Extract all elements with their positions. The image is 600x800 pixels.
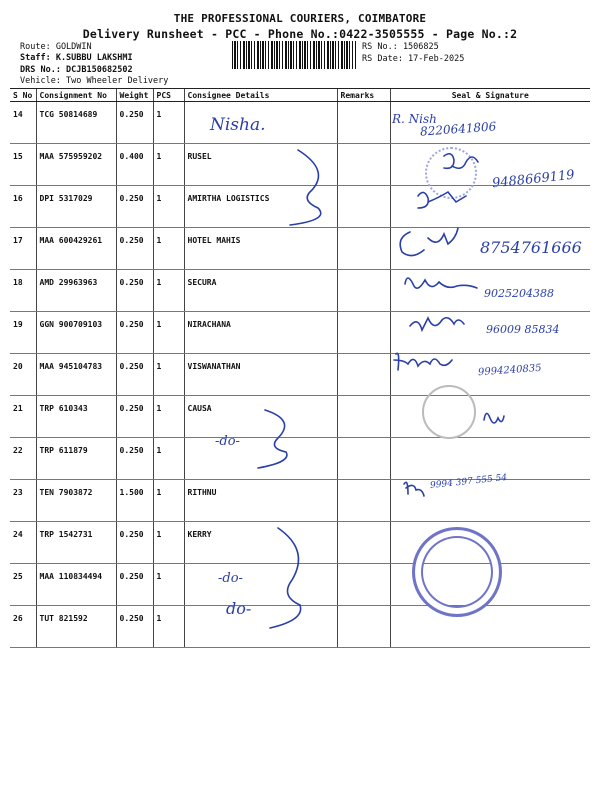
cell-pcs: 1	[153, 438, 184, 480]
cell-consignment: MAA 945104783	[36, 354, 116, 396]
cell-consignment: TRP 1542731	[36, 522, 116, 564]
brace-mark	[258, 410, 287, 468]
cell-weight: 0.400	[116, 144, 153, 186]
cell-sno: 20	[10, 354, 36, 396]
cell-sno: 18	[10, 270, 36, 312]
brace-mark	[270, 528, 301, 628]
col-sno: S No	[10, 89, 36, 102]
cell-consignee: CAUSA	[184, 396, 337, 438]
cell-consignment: DPI 5317029	[36, 186, 116, 228]
cell-consignee: HOTEL MAHIS	[184, 228, 337, 270]
cell-weight: 0.250	[116, 396, 153, 438]
handwritten-signature: R. Nish	[392, 112, 437, 126]
cell-weight: 0.250	[116, 564, 153, 606]
vehicle-label: Vehicle: Two Wheeler Delivery	[20, 76, 169, 86]
cell-consignee: KERRY	[184, 522, 337, 564]
signature-scribble	[410, 318, 464, 330]
route-label: Route: GOLDWIN	[20, 42, 92, 52]
cell-pcs: 1	[153, 144, 184, 186]
handwritten-name: Nisha.	[210, 115, 266, 135]
col-consignee: Consignee Details	[184, 89, 337, 102]
cell-consignee: RUSEL	[184, 144, 337, 186]
cell-pcs: 1	[153, 270, 184, 312]
cell-sno: 23	[10, 480, 36, 522]
staff-label: Staff: K.SUBBU LAKSHMI	[20, 53, 133, 63]
cell-weight: 0.250	[116, 438, 153, 480]
cell-sno: 16	[10, 186, 36, 228]
cell-pcs: 1	[153, 102, 184, 144]
cell-weight: 0.250	[116, 228, 153, 270]
cell-pcs: 1	[153, 396, 184, 438]
handwritten-phone: 9994240835	[477, 362, 542, 379]
handwritten-phone: 96009 85834	[486, 323, 560, 336]
rs-number: RS No.: 1506825	[362, 42, 439, 52]
cell-pcs: 1	[153, 564, 184, 606]
cell-pcs: 1	[153, 354, 184, 396]
cell-consignee: RITHNU	[184, 480, 337, 522]
col-consignment: Consignment No	[36, 89, 116, 102]
ditto-mark: -do-	[218, 571, 243, 586]
handwritten-phone: 8754761666	[480, 238, 582, 257]
cell-sno: 14	[10, 102, 36, 144]
col-remarks: Remarks	[337, 89, 390, 102]
cell-sno: 17	[10, 228, 36, 270]
cell-weight: 0.250	[116, 186, 153, 228]
cell-sno: 26	[10, 606, 36, 648]
cell-consignee: NIRACHANA	[184, 312, 337, 354]
cell-consignment: MAA 110834494	[36, 564, 116, 606]
cell-consignment: AMD 29963963	[36, 270, 116, 312]
cell-weight: 1.500	[116, 480, 153, 522]
cell-consignee: VISWANATHAN	[184, 354, 337, 396]
cell-sno: 19	[10, 312, 36, 354]
signature-scribble	[405, 278, 477, 288]
col-pcs: PCS	[153, 89, 184, 102]
cell-weight: 0.250	[116, 270, 153, 312]
cell-consignment: MAA 575959202	[36, 144, 116, 186]
cell-sno: 15	[10, 144, 36, 186]
cell-pcs: 1	[153, 312, 184, 354]
cell-pcs: 1	[153, 606, 184, 648]
signature-scribble	[418, 192, 466, 208]
cell-sno: 25	[10, 564, 36, 606]
signature-scribble	[444, 154, 478, 169]
cell-consignee: SECURA	[184, 270, 337, 312]
handwritten-phone: 9025204388	[484, 287, 554, 300]
col-weight: Weight	[116, 89, 153, 102]
cell-consignment: TCG 50814689	[36, 102, 116, 144]
brace-mark	[290, 150, 321, 225]
rs-date: RS Date: 17-Feb-2025	[362, 54, 465, 64]
cell-weight: 0.250	[116, 522, 153, 564]
cell-consignment: TUT 821592	[36, 606, 116, 648]
ditto-mark: do-	[226, 599, 252, 618]
company-title: THE PROFESSIONAL COURIERS, COIMBATORE	[173, 12, 427, 25]
cell-consignment: MAA 600429261	[36, 228, 116, 270]
cell-weight: 0.250	[116, 312, 153, 354]
cell-consignee: AMIRTHA LOGISTICS	[184, 186, 337, 228]
cell-sno: 22	[10, 438, 36, 480]
signature-scribble	[400, 228, 458, 256]
signature-scribble	[394, 353, 452, 370]
cell-consignment: TRP 610343	[36, 396, 116, 438]
ditto-mark: -do-	[215, 434, 240, 449]
cell-consignment: TEN 7903872	[36, 480, 116, 522]
cell-sno: 24	[10, 522, 36, 564]
drs-number: DRS No.: DCJB150682502	[20, 65, 133, 75]
cell-pcs: 1	[153, 228, 184, 270]
cell-pcs: 1	[153, 522, 184, 564]
col-signature: Seal & Signature	[390, 89, 590, 102]
signature-scribble	[484, 413, 504, 423]
cell-pcs: 1	[153, 480, 184, 522]
cell-sno: 21	[10, 396, 36, 438]
runsheet-subtitle: Delivery Runsheet - PCC - Phone No.:0422-3505555 - Page No.:2	[82, 27, 518, 41]
cell-weight: 0.250	[116, 102, 153, 144]
handwritten-phone: 8220641806	[419, 119, 497, 139]
cell-pcs: 1	[153, 186, 184, 228]
cell-consignment: GGN 900709103	[36, 312, 116, 354]
cell-weight: 0.250	[116, 606, 153, 648]
cell-weight: 0.250	[116, 354, 153, 396]
handwritten-phone: 9488669119	[491, 167, 576, 192]
signature-scribble	[404, 482, 424, 496]
cell-consignment: TRP 611879	[36, 438, 116, 480]
handwritten-phone: 9994 397 555 54	[429, 472, 508, 492]
